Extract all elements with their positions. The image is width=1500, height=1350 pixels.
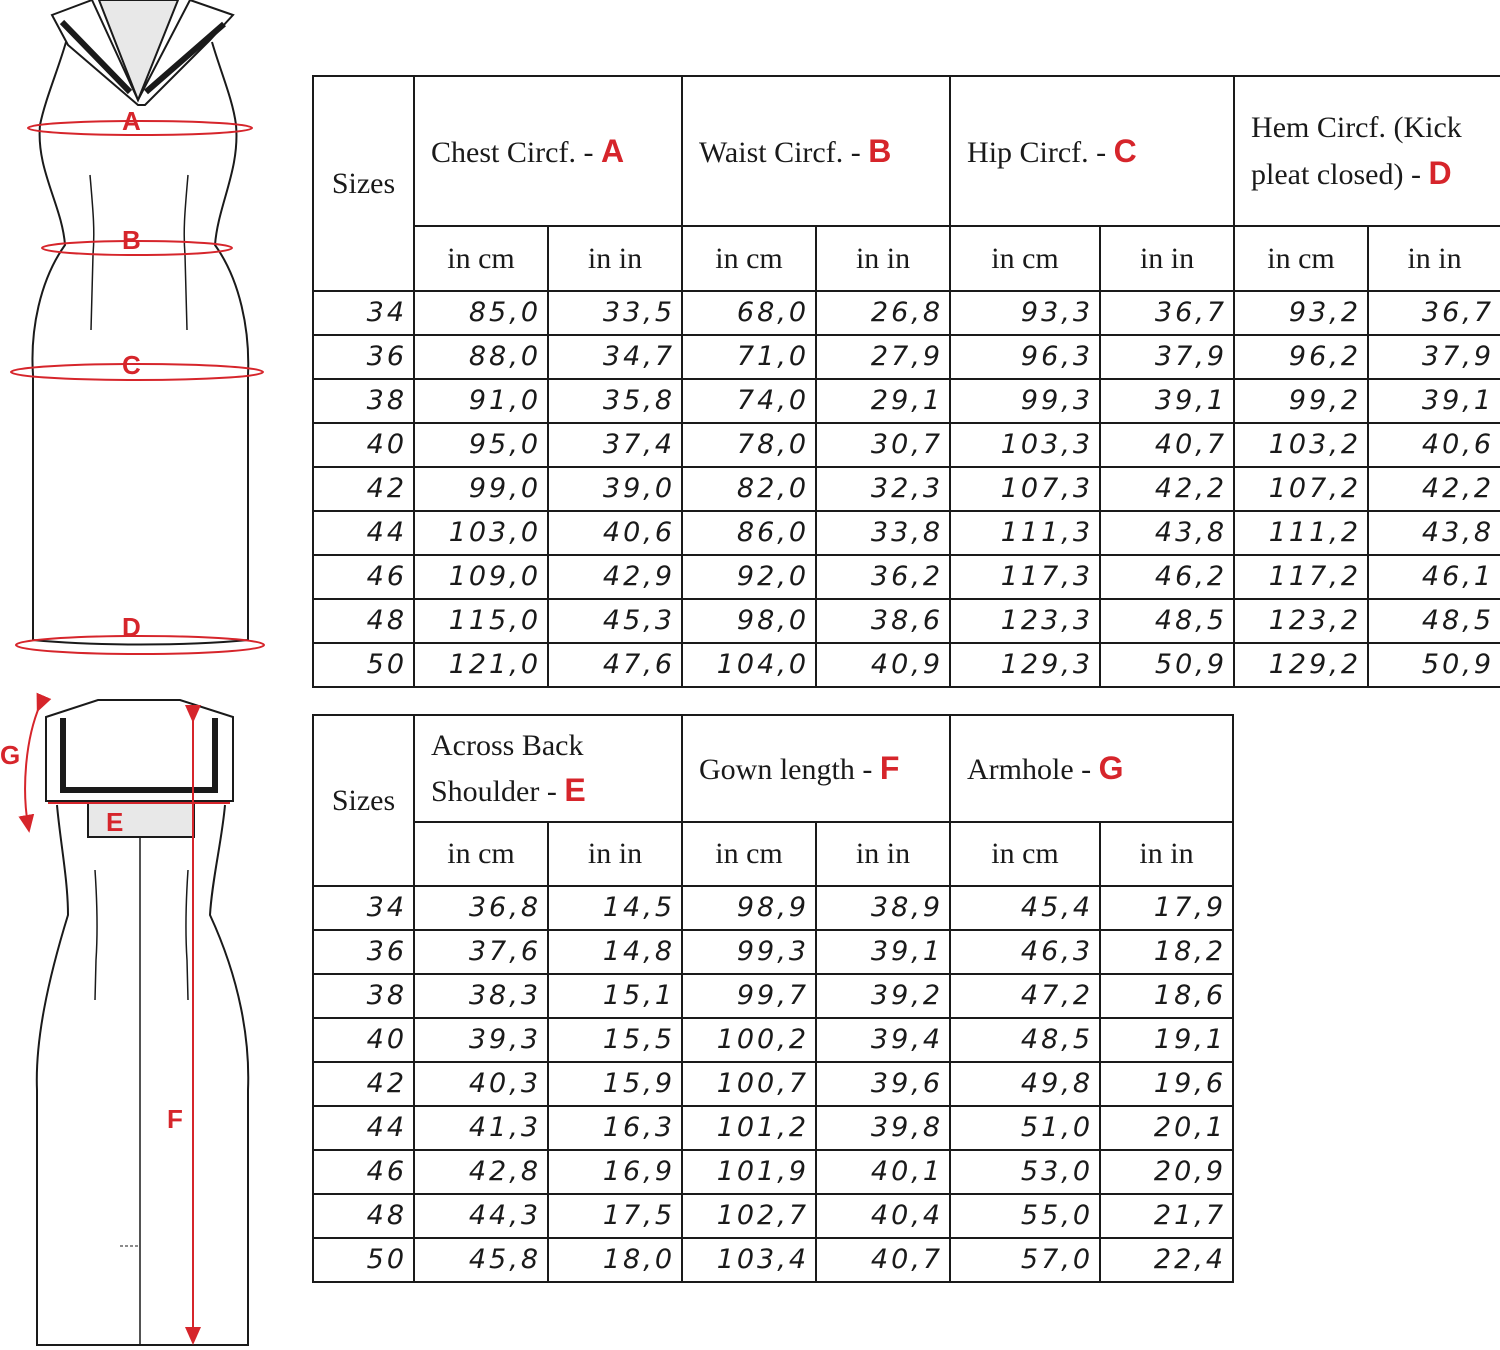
value-cell: 40,6 (1368, 423, 1500, 467)
size-cell: 42 (313, 1062, 414, 1106)
unit-cm-header: in cm (682, 226, 816, 291)
value-cell: 42,2 (1368, 467, 1500, 511)
value-cell: 14,5 (548, 886, 682, 930)
value-cell: 46,3 (950, 930, 1100, 974)
value-cell: 93,2 (1234, 291, 1368, 335)
value-cell: 129,3 (950, 643, 1100, 687)
size-cell: 46 (313, 1150, 414, 1194)
hem-circumference-header: Hem Circf. (Kick pleat closed) - D (1234, 76, 1500, 226)
value-cell: 121,0 (414, 643, 548, 687)
table-row (313, 1062, 1233, 1106)
value-cell: 37,6 (414, 930, 548, 974)
value-cell: 104,0 (682, 643, 816, 687)
value-cell: 40,9 (816, 643, 950, 687)
value-cell: 15,9 (548, 1062, 682, 1106)
value-cell: 43,8 (1368, 511, 1500, 555)
value-cell: 91,0 (414, 379, 548, 423)
size-cell: 34 (313, 291, 414, 335)
value-cell: 29,1 (816, 379, 950, 423)
value-cell: 99,0 (414, 467, 548, 511)
label-b: B (122, 225, 141, 255)
waist-circumference-header: Waist Circf. - B (682, 76, 950, 226)
value-cell: 45,4 (950, 886, 1100, 930)
value-cell: 27,9 (816, 335, 950, 379)
value-cell: 21,7 (1100, 1194, 1233, 1238)
armhole-header: Armhole - G (950, 715, 1233, 822)
value-cell: 37,4 (548, 423, 682, 467)
value-cell: 46,2 (1100, 555, 1234, 599)
size-cell: 48 (313, 599, 414, 643)
table-row (313, 423, 1500, 467)
value-cell: 102,7 (682, 1194, 816, 1238)
value-cell: 43,8 (1100, 511, 1234, 555)
label-a: A (122, 106, 141, 136)
value-cell: 55,0 (950, 1194, 1100, 1238)
unit-in-header: in in (548, 822, 682, 886)
value-cell: 103,0 (414, 511, 548, 555)
value-cell: 123,2 (1234, 599, 1368, 643)
unit-in-header: in in (1100, 226, 1234, 291)
table-row (313, 291, 1500, 335)
value-cell: 39,4 (816, 1018, 950, 1062)
value-cell: 92,0 (682, 555, 816, 599)
size-table-circumferences (312, 75, 1500, 688)
table-row (313, 379, 1500, 423)
unit-in-header: in in (816, 226, 950, 291)
unit-in-header: in in (816, 822, 950, 886)
value-cell: 39,0 (548, 467, 682, 511)
value-cell: 39,1 (816, 930, 950, 974)
value-cell: 44,3 (414, 1194, 548, 1238)
value-cell: 103,2 (1234, 423, 1368, 467)
value-cell: 42,9 (548, 555, 682, 599)
value-cell: 18,6 (1100, 974, 1233, 1018)
chest-circumference-header: Chest Circf. - A (414, 76, 682, 226)
label-c: C (122, 350, 141, 380)
value-cell: 95,0 (414, 423, 548, 467)
value-cell: 33,5 (548, 291, 682, 335)
size-cell: 38 (313, 379, 414, 423)
value-cell: 98,9 (682, 886, 816, 930)
value-cell: 49,8 (950, 1062, 1100, 1106)
size-table-lengths (312, 714, 1234, 1283)
value-cell: 39,1 (1368, 379, 1500, 423)
unit-cm-header: in cm (1234, 226, 1368, 291)
value-cell: 111,3 (950, 511, 1100, 555)
value-cell: 74,0 (682, 379, 816, 423)
sizes-header: Sizes (313, 76, 414, 291)
value-cell: 48,5 (1368, 599, 1500, 643)
value-cell: 14,8 (548, 930, 682, 974)
value-cell: 82,0 (682, 467, 816, 511)
value-cell: 39,1 (1100, 379, 1234, 423)
table-body (313, 291, 1500, 687)
table-row (313, 1018, 1233, 1062)
unit-in-header: in in (548, 226, 682, 291)
value-cell: 99,3 (682, 930, 816, 974)
size-cell: 36 (313, 335, 414, 379)
value-cell: 39,2 (816, 974, 950, 1018)
unit-in-header: in in (1100, 822, 1233, 886)
value-cell: 42,2 (1100, 467, 1234, 511)
label-d: D (122, 612, 141, 642)
value-cell: 40,4 (816, 1194, 950, 1238)
value-cell: 93,3 (950, 291, 1100, 335)
value-cell: 19,1 (1100, 1018, 1233, 1062)
unit-cm-header: in cm (414, 226, 548, 291)
value-cell: 40,7 (1100, 423, 1234, 467)
size-cell: 44 (313, 1106, 414, 1150)
table-row (313, 886, 1233, 930)
value-cell: 15,5 (548, 1018, 682, 1062)
size-cell: 38 (313, 974, 414, 1018)
value-cell: 48,5 (1100, 599, 1234, 643)
across-back-shoulder-header: Across Back Shoulder - E (414, 715, 682, 822)
value-cell: 101,9 (682, 1150, 816, 1194)
size-cell: 42 (313, 467, 414, 511)
value-cell: 38,9 (816, 886, 950, 930)
value-cell: 99,2 (1234, 379, 1368, 423)
value-cell: 38,6 (816, 599, 950, 643)
value-cell: 50,9 (1100, 643, 1234, 687)
unit-cm-header: in cm (950, 822, 1100, 886)
size-cell: 44 (313, 511, 414, 555)
value-cell: 51,0 (950, 1106, 1100, 1150)
value-cell: 99,3 (950, 379, 1100, 423)
table-row (313, 930, 1233, 974)
table-row (313, 1238, 1233, 1282)
table-body (313, 886, 1233, 1282)
label-e: E (106, 807, 124, 837)
value-cell: 48,5 (950, 1018, 1100, 1062)
value-cell: 17,5 (548, 1194, 682, 1238)
size-cell: 48 (313, 1194, 414, 1238)
value-cell: 103,3 (950, 423, 1100, 467)
table-row (313, 974, 1233, 1018)
value-cell: 117,3 (950, 555, 1100, 599)
value-cell: 34,7 (548, 335, 682, 379)
unit-cm-header: in cm (950, 226, 1100, 291)
value-cell: 88,0 (414, 335, 548, 379)
front-dress-figure (32, 0, 248, 645)
value-cell: 47,6 (548, 643, 682, 687)
back-dress-figure (37, 700, 248, 1345)
value-cell: 36,2 (816, 555, 950, 599)
value-cell: 100,7 (682, 1062, 816, 1106)
value-cell: 101,2 (682, 1106, 816, 1150)
hip-circumference-header: Hip Circf. - C (950, 76, 1234, 226)
value-cell: 15,1 (548, 974, 682, 1018)
value-cell: 68,0 (682, 291, 816, 335)
value-cell: 47,2 (950, 974, 1100, 1018)
value-cell: 115,0 (414, 599, 548, 643)
unit-cm-header: in cm (414, 822, 548, 886)
value-cell: 40,7 (816, 1238, 950, 1282)
table-row (313, 1106, 1233, 1150)
value-cell: 111,2 (1234, 511, 1368, 555)
value-cell: 18,2 (1100, 930, 1233, 974)
value-cell: 129,2 (1234, 643, 1368, 687)
value-cell: 123,3 (950, 599, 1100, 643)
value-cell: 96,2 (1234, 335, 1368, 379)
value-cell: 36,7 (1100, 291, 1234, 335)
value-cell: 17,9 (1100, 886, 1233, 930)
table-row (313, 511, 1500, 555)
value-cell: 35,8 (548, 379, 682, 423)
value-cell: 86,0 (682, 511, 816, 555)
value-cell: 45,8 (414, 1238, 548, 1282)
value-cell: 53,0 (950, 1150, 1100, 1194)
gown-length-header: Gown length - F (682, 715, 950, 822)
value-cell: 20,9 (1100, 1150, 1233, 1194)
value-cell: 99,7 (682, 974, 816, 1018)
value-cell: 85,0 (414, 291, 548, 335)
size-cell: 50 (313, 643, 414, 687)
value-cell: 39,8 (816, 1106, 950, 1150)
sizes-header: Sizes (313, 715, 414, 886)
value-cell: 46,1 (1368, 555, 1500, 599)
value-cell: 41,3 (414, 1106, 548, 1150)
unit-cm-header: in cm (682, 822, 816, 886)
size-cell: 40 (313, 423, 414, 467)
value-cell: 42,8 (414, 1150, 548, 1194)
value-cell: 50,9 (1368, 643, 1500, 687)
table-row (313, 1194, 1233, 1238)
value-cell: 78,0 (682, 423, 816, 467)
table-row (313, 599, 1500, 643)
value-cell: 39,3 (414, 1018, 548, 1062)
value-cell: 16,3 (548, 1106, 682, 1150)
table-row (313, 467, 1500, 511)
size-cell: 36 (313, 930, 414, 974)
size-cell: 40 (313, 1018, 414, 1062)
label-g: G (0, 740, 21, 770)
value-cell: 40,6 (548, 511, 682, 555)
value-cell: 57,0 (950, 1238, 1100, 1282)
value-cell: 71,0 (682, 335, 816, 379)
value-cell: 40,1 (816, 1150, 950, 1194)
value-cell: 36,8 (414, 886, 548, 930)
value-cell: 37,9 (1368, 335, 1500, 379)
value-cell: 96,3 (950, 335, 1100, 379)
value-cell: 45,3 (548, 599, 682, 643)
dress-illustrations (0, 0, 300, 1350)
value-cell: 16,9 (548, 1150, 682, 1194)
value-cell: 107,2 (1234, 467, 1368, 511)
size-cell: 34 (313, 886, 414, 930)
value-cell: 36,7 (1368, 291, 1500, 335)
value-cell: 19,6 (1100, 1062, 1233, 1106)
value-cell: 38,3 (414, 974, 548, 1018)
value-cell: 20,1 (1100, 1106, 1233, 1150)
value-cell: 103,4 (682, 1238, 816, 1282)
table-row (313, 555, 1500, 599)
size-cell: 50 (313, 1238, 414, 1282)
value-cell: 117,2 (1234, 555, 1368, 599)
value-cell: 26,8 (816, 291, 950, 335)
table-row (313, 1150, 1233, 1194)
table-row (313, 643, 1500, 687)
value-cell: 32,3 (816, 467, 950, 511)
size-cell: 46 (313, 555, 414, 599)
value-cell: 98,0 (682, 599, 816, 643)
value-cell: 33,8 (816, 511, 950, 555)
value-cell: 109,0 (414, 555, 548, 599)
table-row (313, 335, 1500, 379)
label-f: F (167, 1104, 183, 1134)
unit-in-header: in in (1368, 226, 1500, 291)
value-cell: 40,3 (414, 1062, 548, 1106)
value-cell: 39,6 (816, 1062, 950, 1106)
value-cell: 18,0 (548, 1238, 682, 1282)
value-cell: 107,3 (950, 467, 1100, 511)
value-cell: 22,4 (1100, 1238, 1233, 1282)
value-cell: 37,9 (1100, 335, 1234, 379)
value-cell: 100,2 (682, 1018, 816, 1062)
value-cell: 30,7 (816, 423, 950, 467)
